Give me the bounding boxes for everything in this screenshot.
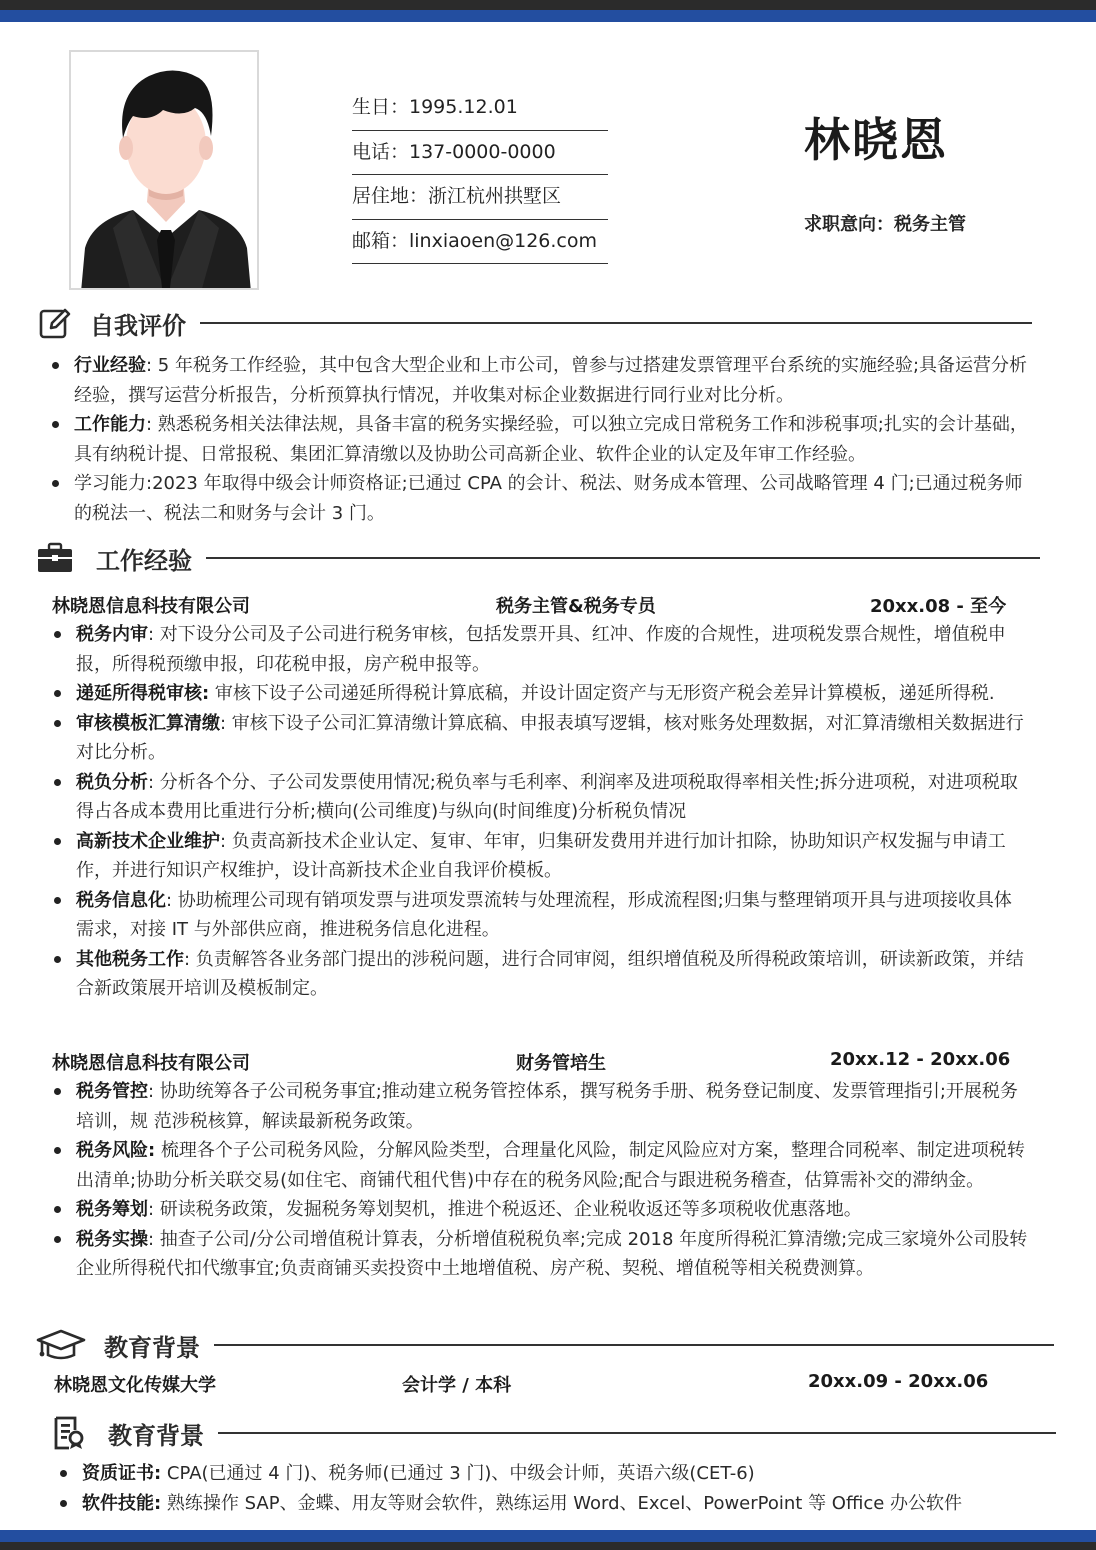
skills-list — [56, 1459, 1056, 1518]
job-role: 财务管培生 — [516, 1053, 606, 1074]
profile-photo — [69, 50, 259, 290]
job-intent: 求职意向：税务主管 — [804, 214, 966, 235]
bottom-bar-accent — [0, 1530, 1096, 1542]
list-item: 高新技术企业维护: 负责高新技术企业认定、复审、年审，归集研发费用并进行加计扣除，协助知识产权发掘与申请工作，并进行知识产权维护，设计高新技术企业自我评价模板。 — [50, 827, 1028, 886]
job-company: 林晓恩信息科技有限公司 — [52, 596, 250, 617]
section-self-eval — [36, 304, 1032, 342]
graduation-cap-icon — [36, 1326, 86, 1364]
major-degree: 会计学 / 本科 — [402, 1375, 512, 1396]
section-title: 自我评价 — [90, 311, 186, 340]
list-item: 行业经验: 5 年税务工作经验，其中包含大型企业和上市公司，曾参与过搭建发票管理平台系统的实施经验;具备运营分析经验，撰写运营分析报告，分析预算执行情况，并收集对标企业数据进行同行业对比分析。 — [48, 351, 1028, 410]
list-item: 学习能力:2023 年取得中级会计师资格证;已通过 CPA 的会计、税法、财务成本管理、公司战略管理 4 门;已通过税务师的税法一、税法二和财务与会计 3 门。 — [48, 469, 1028, 528]
job-company: 林晓恩信息科技有限公司 — [52, 1053, 250, 1074]
residence: 居住地：浙江杭州拱墅区 — [352, 175, 608, 220]
list-item: 税务实操: 抽查子公司/分公司增值税计算表，分析增值税税负率;完成 2018 年度所得税汇算清缴;完成三家境外公司股转企业所得税代扣代缴事宜;负责商铺买卖投资中土地增值税、房产税、契税、增值税等相关税费测算。 — [50, 1225, 1028, 1284]
section-education — [36, 1326, 1054, 1364]
section-divider — [218, 1432, 1056, 1434]
list-item: 税负分析: 分析各个分、子公司发票使用情况;税负率与毛利率、利润率及进项税取得率相关性;拆分进项税，对进项税取得占各成本费用比重进行分析;横向(公司维度)与纵向(时间维度)分析税负情况 — [50, 768, 1028, 827]
avatar-icon — [71, 52, 259, 290]
section-title: 教育背景 — [104, 1333, 200, 1362]
briefcase-icon — [36, 539, 74, 577]
top-bar-accent — [0, 10, 1096, 22]
email: 邮箱：linxiaoen@126.com — [352, 220, 608, 265]
list-item: 税务信息化: 协助梳理公司现有销项发票与进项发票流转与处理流程，形成流程图;归集与整理销项开具与进项接收具体需求，对接 IT 与外部供应商，推进税务信息化进程。 — [50, 886, 1028, 945]
education-period: 20xx.09 - 20xx.06 — [808, 1371, 989, 1392]
list-item: 审核模板汇算清缴: 审核下设子公司汇算清缴计算底稿、申报表填写逻辑，核对账务处理数据，对汇算清缴相关数据进行对比分析。 — [50, 709, 1028, 768]
phone: 电话：137-0000-0000 — [352, 131, 608, 176]
list-item: 税务筹划: 研读税务政策，发掘税务筹划契机，推进个税返还、企业税收返还等多项税收优惠落地。 — [50, 1195, 1028, 1225]
list-item: 软件技能: 熟练操作 SAP、金蝶、用友等财会软件，熟练运用 Word、Excel、PowerPoint 等 Office 办公软件 — [56, 1489, 1056, 1519]
list-item: 递延所得税审核: 审核下设子公司递延所得税计算底稿，并设计固定资产与无形资产税会差异计算模板，递延所得税. — [50, 679, 1028, 709]
list-item: 税务管控: 协助统筹各子公司税务事宜;推动建立税务管控体系，撰写税务手册、税务登记制度、发票管理指引;开展税务培训，规 范涉税核算，解读最新税务政策。 — [50, 1077, 1028, 1136]
job-role: 税务主管&税务专员 — [496, 596, 656, 617]
bottom-bar-dark — [0, 1542, 1096, 1550]
section-title: 工作经验 — [96, 546, 192, 575]
section-divider — [206, 557, 1040, 559]
top-bar-dark — [0, 0, 1096, 10]
list-item: 其他税务工作: 负责解答各业务部门提出的涉税问题，进行合同审阅，组织增值税及所得税政策培训，研读新政策，并结合新政策展开培训及模板制定。 — [50, 945, 1028, 1004]
self-eval-list — [48, 351, 1028, 528]
document-icon — [50, 1414, 88, 1452]
section-divider — [214, 1344, 1054, 1346]
section-work — [36, 539, 1040, 577]
list-item: 税务内审: 对下设分公司及子公司进行税务审核，包括发票开具、红冲、作废的合规性，进项税发票合规性，增值税申报，所得税预缴申报，印花税申报，房产税申报等。 — [50, 620, 1028, 679]
list-item: 资质证书: CPA(已通过 4 门)、税务师(已通过 3 门)、中级会计师，英语六级(CET-6) — [56, 1459, 1056, 1489]
contact-info — [352, 86, 608, 264]
edit-icon — [36, 304, 74, 342]
section-skills — [50, 1414, 1056, 1452]
job-duties-list — [50, 620, 1028, 1004]
candidate-name: 林晓恩 — [804, 113, 948, 167]
job-period: 20xx.12 - 20xx.06 — [830, 1049, 1011, 1070]
section-title: 教育背景 — [108, 1421, 204, 1450]
section-divider — [200, 322, 1032, 324]
job-duties-list — [50, 1077, 1028, 1284]
birthday: 生日：1995.12.01 — [352, 86, 608, 131]
job-period: 20xx.08 - 至今 — [870, 596, 1007, 617]
list-item: 工作能力: 熟悉税务相关法律法规，具备丰富的税务实操经验，可以独立完成日常税务工作和涉税事项;扎实的会计基础，具有纳税计提、日常报税、集团汇算清缴以及协助公司高新企业、软件企业的认定及年审工作经验。 — [48, 410, 1028, 469]
list-item: 税务风险: 梳理各个子公司税务风险，分解风险类型，合理量化风险，制定风险应对方案，整理合同税率、制定进项税转出清单;协助分析关联交易(如住宅、商铺代租代售)中存在的税务风险;配合与跟进税务稽查，估算需补交的滞纳金。 — [50, 1136, 1028, 1195]
school-name: 林晓恩文化传媒大学 — [54, 1375, 216, 1396]
